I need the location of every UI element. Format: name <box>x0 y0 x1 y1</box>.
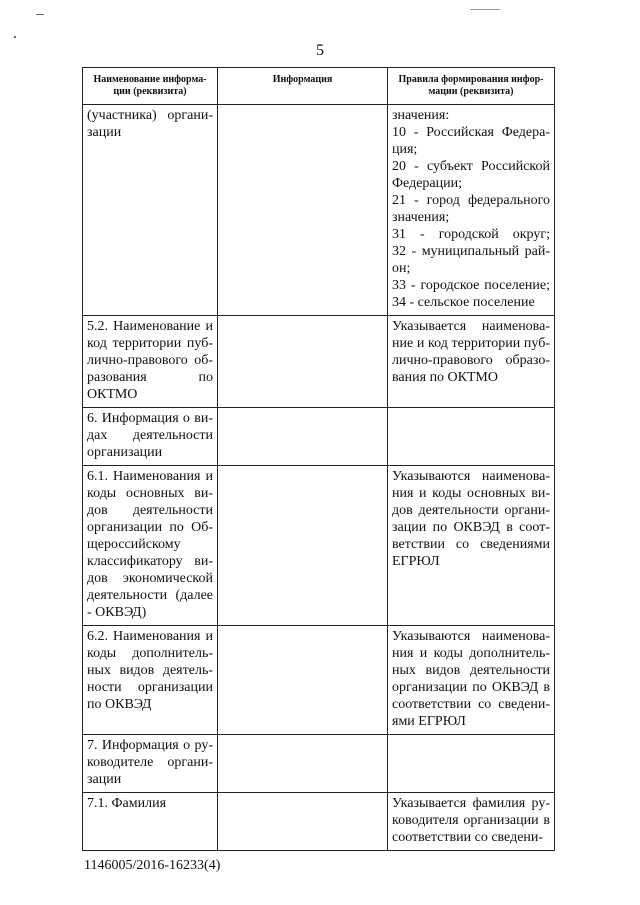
requisite-name-cell-line: по ОКВЭД <box>87 697 152 712</box>
header-name: Наименование информа-ции (реквизита) <box>83 68 218 105</box>
table-row <box>83 105 555 316</box>
requisite-name-cell-line: 6.2. Наименования и <box>87 629 213 644</box>
requisite-name-cell-line: дов деятельности <box>87 503 213 518</box>
document-code: 1146005/2016-16233(4) <box>84 858 221 873</box>
header-rules: Правила формирования инфор-мации (реквизита) <box>388 68 555 105</box>
requisite-name-cell-line: коды дополнитель- <box>87 646 213 661</box>
formation-rule-cell-line: 21 - город федерального <box>392 193 550 208</box>
formation-rule-cell-line: соответствии со сведени- <box>392 830 544 845</box>
formation-rule-cell-line: 20 - субъект Российской <box>392 159 550 174</box>
table-row <box>83 316 555 408</box>
formation-rule-cell-line: 10 - Российская Федера- <box>392 125 550 140</box>
requisite-name-cell-line: организации по Об- <box>87 520 213 535</box>
formation-rule-cell <box>388 466 555 626</box>
formation-rule-cell <box>388 408 555 466</box>
table-row <box>83 626 555 735</box>
header-info: Информация <box>218 68 388 105</box>
requisite-name-cell-line: классификатору ви- <box>87 554 213 569</box>
formation-rule-cell-line: ция; <box>392 142 418 157</box>
formation-rule-cell-line: ями ЕГРЮЛ <box>392 714 466 729</box>
formation-rule-cell-line: 31 - городской округ; <box>392 227 550 242</box>
requisite-name-cell-line: лично-правового об- <box>87 353 213 368</box>
requisite-name-cell-line: ководителе органи- <box>87 755 213 770</box>
requisite-name-cell-line: зации <box>87 772 122 787</box>
information-cell <box>218 105 388 316</box>
formation-rule-cell-line: 32 - муниципальный рай- <box>392 244 550 259</box>
requisite-name-cell-line: разования по <box>87 370 213 385</box>
table-body <box>83 105 555 851</box>
formation-rule-cell-line: значения: <box>392 108 450 123</box>
formation-rule-cell-line: он; <box>392 261 411 276</box>
table-row <box>83 466 555 626</box>
formation-rule-cell-line: лично-правового образо- <box>392 353 550 368</box>
scan-mark <box>36 14 44 15</box>
formation-rule-cell-line: дов деятельности органи- <box>392 503 550 518</box>
requisite-name-cell-line: 5.2. Наименование и <box>87 319 213 334</box>
requisite-name-cell-line: 6. Информация о ви- <box>87 411 213 426</box>
formation-rule-cell-line: ных видов деятельности <box>392 663 550 678</box>
requisite-name-cell-line: 7. Информация о ру- <box>87 738 213 753</box>
formation-rule-cell-line: 33 - городское поселение; <box>392 278 550 293</box>
page-number: 5 <box>316 42 324 59</box>
formation-rule-cell-line: Указывается фамилия ру- <box>392 796 550 811</box>
information-cell <box>218 408 388 466</box>
table-header-row <box>83 68 555 105</box>
requisite-name-cell-line: деятельности (далее <box>87 588 213 603</box>
scan-mark <box>14 36 16 38</box>
requisite-name-cell <box>83 466 218 626</box>
information-cell <box>218 626 388 735</box>
requisite-name-cell-line: зации <box>87 125 122 140</box>
requisite-name-cell-line: дов экономической <box>87 571 213 586</box>
requisite-name-cell <box>83 316 218 408</box>
formation-rule-cell-line: ние и код территории пуб- <box>392 336 550 351</box>
requisite-name-cell-line: щероссийскому <box>87 537 181 552</box>
formation-rule-cell-line: соответствии со сведени- <box>392 697 550 712</box>
requisite-name-cell <box>83 793 218 851</box>
formation-rule-cell <box>388 626 555 735</box>
scan-mark <box>470 9 500 10</box>
formation-rule-cell-line: Указываются наименова- <box>392 469 550 484</box>
formation-rule-cell-line: Федерации; <box>392 176 463 191</box>
formation-rule-cell-line: ководителя организации в <box>392 813 550 828</box>
formation-rule-cell-line: ЕГРЮЛ <box>392 554 440 569</box>
formation-rule-cell-line: ния и коды дополнитель- <box>392 646 550 661</box>
requisite-name-cell-line: 6.1. Наименования и <box>87 469 213 484</box>
formation-rule-cell-line: организации по ОКВЭД в <box>392 680 550 695</box>
requisite-name-cell <box>83 626 218 735</box>
requisite-name-cell <box>83 105 218 316</box>
formation-rule-cell-line: Указываются наименова- <box>392 629 550 644</box>
formation-rule-cell-line: ветствии со сведениями <box>392 537 550 552</box>
requisite-name-cell-line: ных видов деятель- <box>87 663 213 678</box>
requisite-name-cell-line: ОКТМО <box>87 387 138 402</box>
requisite-name-cell <box>83 735 218 793</box>
table-row <box>83 408 555 466</box>
formation-rule-cell <box>388 735 555 793</box>
requisites-table <box>82 67 555 851</box>
requisite-name-cell-line: коды основных ви- <box>87 486 213 501</box>
formation-rule-cell-line: 34 - сельское поселение <box>392 295 535 310</box>
requisite-name-cell-line: код территории пуб- <box>87 336 213 351</box>
table-row <box>83 793 555 851</box>
formation-rule-cell <box>388 105 555 316</box>
requisite-name-cell <box>83 408 218 466</box>
requisite-name-cell-line: 7.1. Фамилия <box>87 796 167 811</box>
formation-rule-cell-line: зации по ОКВЭД в соот- <box>392 520 550 535</box>
table-row <box>83 735 555 793</box>
information-cell <box>218 316 388 408</box>
requisite-name-cell-line: дах деятельности <box>87 428 213 443</box>
formation-rule-cell-line: ния и коды основных ви- <box>392 486 550 501</box>
information-cell <box>218 793 388 851</box>
requisite-name-cell-line: (участника) органи- <box>87 108 213 123</box>
information-cell <box>218 735 388 793</box>
information-cell <box>218 466 388 626</box>
requisite-name-cell-line: - ОКВЭД) <box>87 605 147 620</box>
formation-rule-cell-line: значения; <box>392 210 450 225</box>
requisite-name-cell-line: организации <box>87 445 163 460</box>
formation-rule-cell-line: Указывается наименова- <box>392 319 550 334</box>
formation-rule-cell <box>388 316 555 408</box>
formation-rule-cell-line: вания по ОКТМО <box>392 370 498 385</box>
requisite-name-cell-line: ности организации <box>87 680 213 695</box>
formation-rule-cell <box>388 793 555 851</box>
